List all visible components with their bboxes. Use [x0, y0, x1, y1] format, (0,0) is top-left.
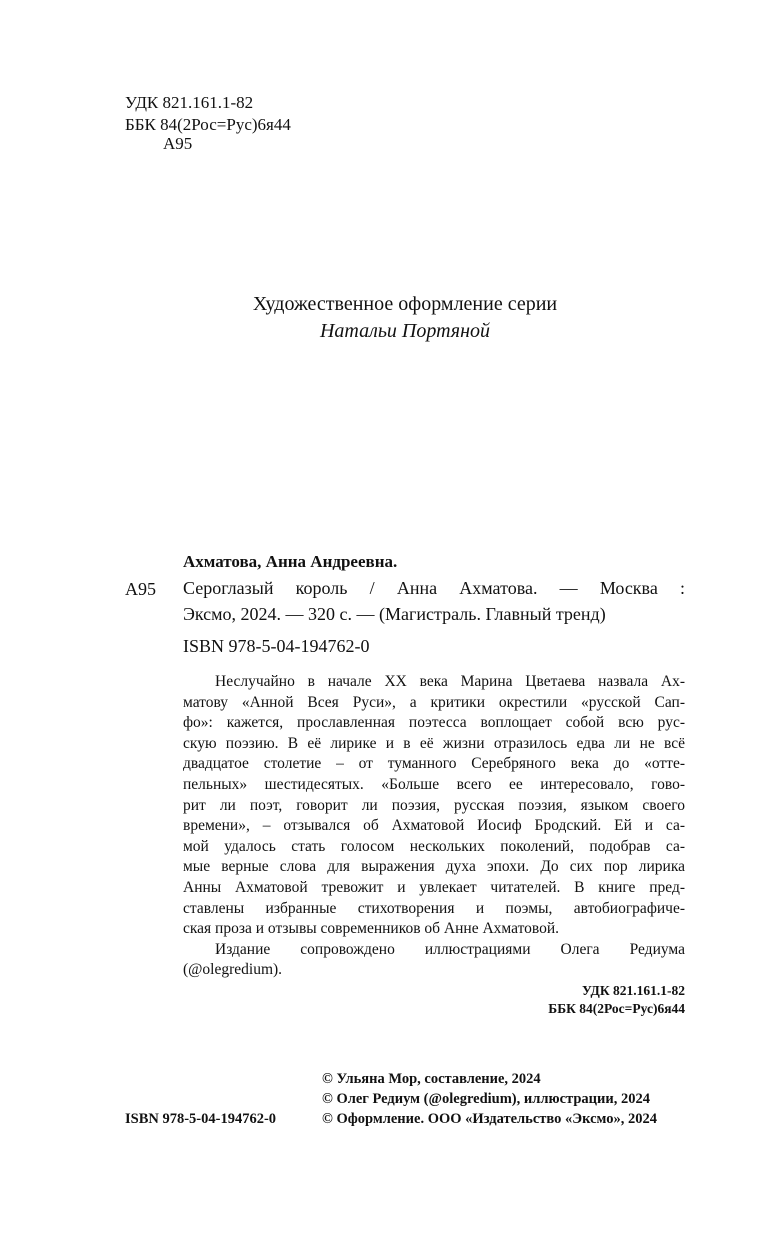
design-credit-line1: Художественное оформление серии [252, 293, 558, 315]
annotation-line: мой удалось стать голосом нескольких поколений, подобрав са- [183, 837, 685, 855]
annotation-line: скую поэзию. В её лирике и в её жизни отразилось едва ли не всё [183, 734, 685, 752]
copyright-illustrations: © Олег Редиум (@olegredium), иллюстрации, 2024 [322, 1091, 650, 1107]
annotation [183, 672, 685, 981]
annotation-line: времени», – отзывался об Ахматовой Иосиф Бродский. Ей и са- [183, 817, 685, 835]
catalog-title-line1: Сероглазый король / Анна Ахматова. — Москва : [183, 578, 685, 598]
copyright-design: © Оформление. ООО «Издательство «Эксмо», 2024 [322, 1111, 657, 1127]
bbk-code: ББК 84(2Рос=Рус)6я44 [125, 115, 291, 134]
edition-note-line2: (@olegredium). [183, 961, 283, 979]
author-sign: А95 [163, 134, 193, 153]
copyright-compiler: © Ульяна Мор, составление, 2024 [322, 1071, 541, 1087]
annotation-line: Анны Ахматовой тревожит и увлекает читателей. В книге пред- [183, 878, 685, 896]
annotation-line: ская проза и отзывы современников об Анне Ахматовой. [183, 920, 560, 938]
annotation-line: фо»: кажется, прославленная поэтесса воплощает собой всю рус- [183, 714, 685, 732]
annotation-line: пельных» шестидесятых. «Больше всего ее интересовало, гово- [183, 775, 685, 793]
design-credit-designer: Натальи Портяной [319, 320, 491, 342]
annotation-line: ставлены избранные стихотворения и поэмы, автобиографиче- [183, 899, 685, 917]
isbn-bottom: ISBN 978-5-04-194762-0 [125, 1111, 277, 1127]
annotation-line: рит ли поэт, говорит ли поэзия, русская поэзия, языком своего [183, 796, 685, 814]
catalog-isbn: ISBN 978-5-04-194762-0 [183, 636, 370, 656]
bottom-udk: УДК 821.161.1-82 [582, 983, 685, 998]
catalog-code: А95 [125, 579, 156, 599]
edition-note-line1: Издание сопровождено иллюстрациями Олега Редиума [215, 940, 685, 958]
catalog-title-line2: Эксмо, 2024. — 320 с. — (Магистраль. Главный тренд) [183, 604, 606, 624]
udk-code: УДК 821.161.1-82 [125, 93, 254, 112]
catalog-author: Ахматова, Анна Андреевна. [183, 552, 398, 571]
annotation-line: Неслучайно в начале XX века Марина Цветаева назвала Ах- [215, 673, 685, 690]
annotation-line: двадцатое столетие – от туманного Серебряного века до «отте- [183, 755, 685, 773]
annotation-line: мые верные слова для выражения духа эпохи. До сих пор лирика [183, 858, 685, 876]
annotation-line: матову «Анной Всея Руси», а критики окрестили «русской Сап- [183, 693, 685, 711]
bottom-bbk: ББК 84(2Рос=Рус)6я44 [548, 1001, 685, 1016]
bottom-classification [510, 982, 685, 1018]
